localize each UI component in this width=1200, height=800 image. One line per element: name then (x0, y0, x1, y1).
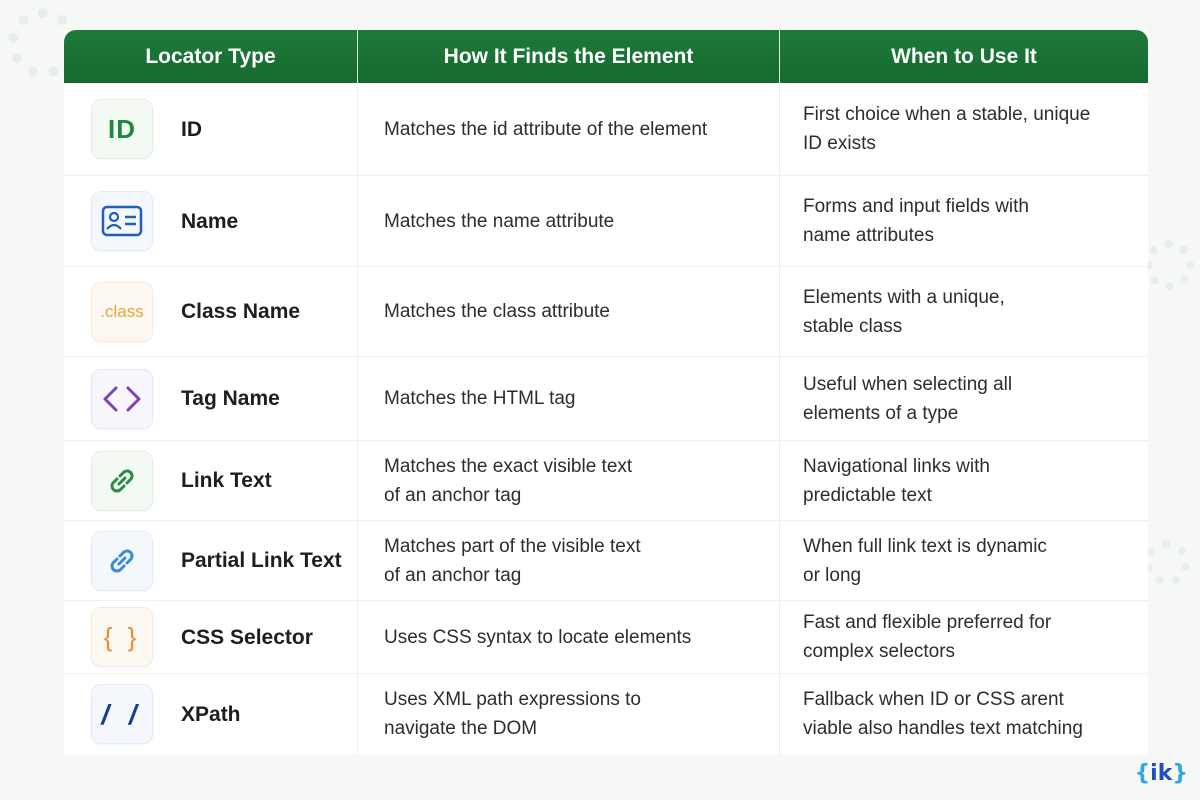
locator-type-cell (64, 83, 358, 175)
locator-type-label: Partial Link Text (181, 549, 342, 572)
how-text: Matches the class attribute (384, 301, 610, 322)
how-cell (358, 267, 780, 356)
when-text: Useful when selecting all elements of a type (803, 373, 1013, 424)
when-cell (780, 176, 1148, 266)
locator-type-label: Class Name (181, 300, 301, 323)
how-text: Matches the name attribute (384, 210, 615, 232)
locator-type-label: Link Text (181, 469, 272, 492)
when-text: Fast and flexible preferred for complex selectors (803, 612, 1052, 662)
link-icon (91, 531, 153, 591)
how-cell (358, 176, 780, 266)
logo-brace-open: { (1134, 761, 1151, 786)
when-cell (780, 83, 1148, 175)
locator-type-cell (64, 521, 358, 600)
table-row (64, 357, 1148, 441)
how-text: Matches the id attribute of the element (384, 118, 708, 140)
table-row (64, 83, 1148, 176)
locator-type-cell (64, 176, 358, 266)
locator-type-cell (64, 267, 358, 356)
table-row (64, 601, 1148, 674)
when-cell (780, 521, 1148, 600)
when-cell (780, 674, 1148, 754)
table-row (64, 521, 1148, 601)
logo-text: ik (1150, 761, 1173, 786)
how-cell (358, 674, 780, 754)
icon-glyph: ID (108, 113, 136, 144)
locator-type-label: CSS Selector (181, 625, 313, 649)
locator-type-label: Tag Name (181, 387, 280, 410)
table-row (64, 267, 1148, 357)
locator-type-label: XPath (181, 702, 241, 726)
table-row (64, 441, 1148, 521)
how-cell (358, 441, 780, 520)
when-cell (780, 601, 1148, 673)
when-text: When full link text is dynamic or long (803, 535, 1047, 586)
how-text: Matches part of the visible text of an anchor tag (384, 535, 641, 586)
id-text-icon (91, 99, 153, 159)
how-cell (358, 521, 780, 600)
angle-brackets-icon (91, 369, 153, 429)
curly-braces-icon (91, 607, 153, 667)
how-cell (358, 601, 780, 673)
brand-logo (1134, 761, 1188, 786)
when-text: Fallback when ID or CSS arent viable also handles text matching (803, 689, 1083, 739)
logo-brace-close: } (1172, 761, 1188, 786)
double-slash-icon (91, 684, 153, 744)
icon-glyph: / / (101, 698, 143, 730)
when-cell (780, 357, 1148, 440)
locator-types-table (64, 30, 1148, 754)
class-text-icon (91, 282, 153, 342)
locator-type-cell (64, 441, 358, 520)
locator-type-cell (64, 601, 358, 673)
header-locator-type: Locator Type (64, 30, 358, 83)
when-text: Navigational links with predictable text (803, 455, 990, 506)
table-row (64, 674, 1148, 754)
when-text: Forms and input fields with name attributes (803, 196, 1029, 246)
how-cell (358, 357, 780, 440)
icon-glyph: .class (100, 302, 144, 321)
background-gear-decoration (1144, 540, 1190, 586)
when-cell (780, 441, 1148, 520)
how-text: Uses XML path expressions to navigate the DOM (384, 689, 641, 739)
id-card-icon (91, 191, 153, 251)
how-text: Uses CSS syntax to locate elements (384, 626, 692, 648)
table-row (64, 176, 1148, 267)
how-cell (358, 83, 780, 175)
when-text: First choice when a stable, unique ID exists (803, 104, 1091, 154)
locator-type-cell (64, 674, 358, 754)
how-text: Matches the HTML tag (384, 388, 576, 409)
table-header (64, 30, 1148, 83)
locator-type-label: Name (181, 209, 239, 233)
background-gear-decoration (1144, 240, 1194, 290)
link-icon (91, 451, 153, 511)
locator-type-cell (64, 357, 358, 440)
locator-type-label: ID (181, 117, 202, 141)
when-cell (780, 267, 1148, 356)
header-how-it-finds: How It Finds the Element (358, 30, 780, 83)
how-text: Matches the exact visible text of an anchor tag (384, 455, 633, 506)
when-text: Elements with a unique, stable class (803, 286, 1005, 337)
header-when-to-use: When to Use It (891, 44, 1037, 68)
icon-glyph: { } (103, 621, 141, 652)
